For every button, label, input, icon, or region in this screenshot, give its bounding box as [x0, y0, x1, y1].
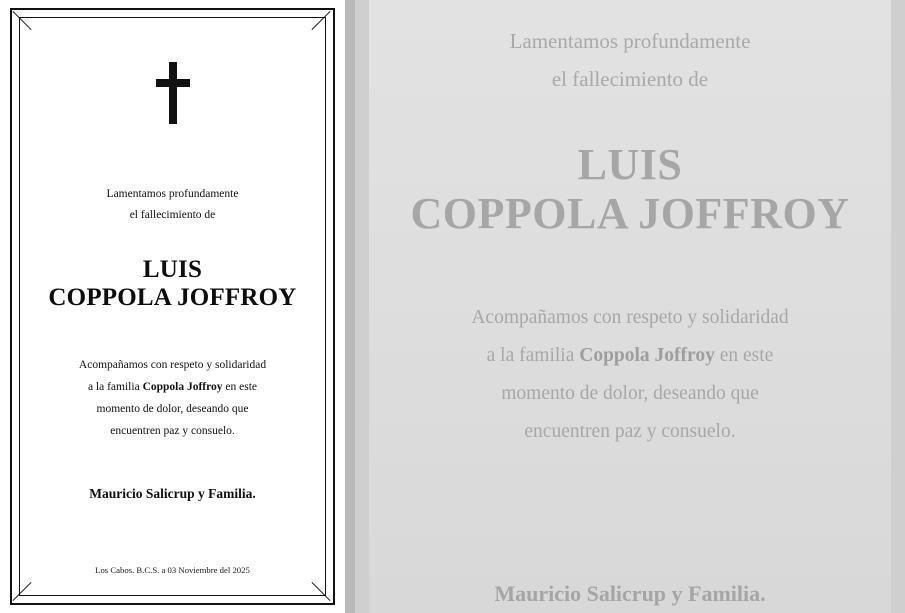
preview-message-family-name: Coppola Joffroy — [579, 344, 715, 366]
card-lead-line-1: Lamentamos profundamente — [106, 188, 239, 200]
memorial-card-panel — [0, 0, 345, 613]
preview-lead-line-2: el fallecimiento de — [551, 67, 709, 91]
preview-condolence-message — [471, 299, 788, 451]
card-message-family-name: Coppola Joffroy — [142, 381, 223, 393]
preview-left-edge — [355, 0, 369, 613]
preview-message-line-4: encuentren paz y consuelo. — [524, 420, 736, 442]
card-signature: Mauricio Salicrup y Familia. — [89, 486, 256, 501]
card-deceased-name-line-1: LUIS — [142, 256, 203, 283]
preview-right-edge — [891, 0, 905, 613]
card-message-line-2-suffix: en este — [222, 381, 258, 393]
card-deceased-name-line-2: COPPOLA JOFFROY — [48, 284, 297, 311]
card-place-date: Los Cabos. B.C.S. a 03 Noviembre del 2025 — [95, 565, 250, 575]
preview-message-line-1: Acompañamos con respeto y solidaridad — [471, 306, 789, 328]
card-deceased-name — [48, 256, 296, 312]
preview-body — [375, 0, 885, 613]
preview-deceased-name — [411, 140, 850, 239]
preview-panel — [355, 0, 905, 613]
card-message-line-2-prefix: a la familia — [87, 381, 143, 393]
preview-signature: Mauricio Salicrup y Familia. — [494, 581, 766, 606]
panel-divider — [345, 0, 355, 613]
preview-lead-line-1: Lamentamos profundamente — [509, 29, 751, 53]
card-message-line-4: encuentren paz y consuelo. — [110, 425, 235, 437]
preview-message-line-2-suffix: en este — [714, 344, 774, 366]
preview-lead-text — [510, 22, 751, 98]
card-condolence-message — [79, 354, 266, 442]
preview-message-line-3: momento de dolor, deseando que — [501, 382, 759, 404]
preview-deceased-name-line-2: COPPOLA JOFFROY — [410, 189, 850, 239]
card-body — [30, 28, 315, 585]
preview-message-line-2 — [471, 337, 788, 375]
card-lead-text — [107, 184, 239, 226]
card-message-line-3: momento de dolor, deseando que — [96, 403, 249, 415]
memorial-card — [10, 8, 335, 605]
card-message-line-2 — [79, 376, 266, 398]
preview-deceased-name-line-1: LUIS — [577, 140, 683, 189]
card-lead-line-2: el fallecimiento de — [129, 209, 216, 221]
card-message-line-1: Acompañamos con respeto y solidaridad — [78, 359, 267, 371]
preview-message-line-2-prefix: a la familia — [486, 344, 580, 366]
cross-icon — [150, 62, 196, 124]
